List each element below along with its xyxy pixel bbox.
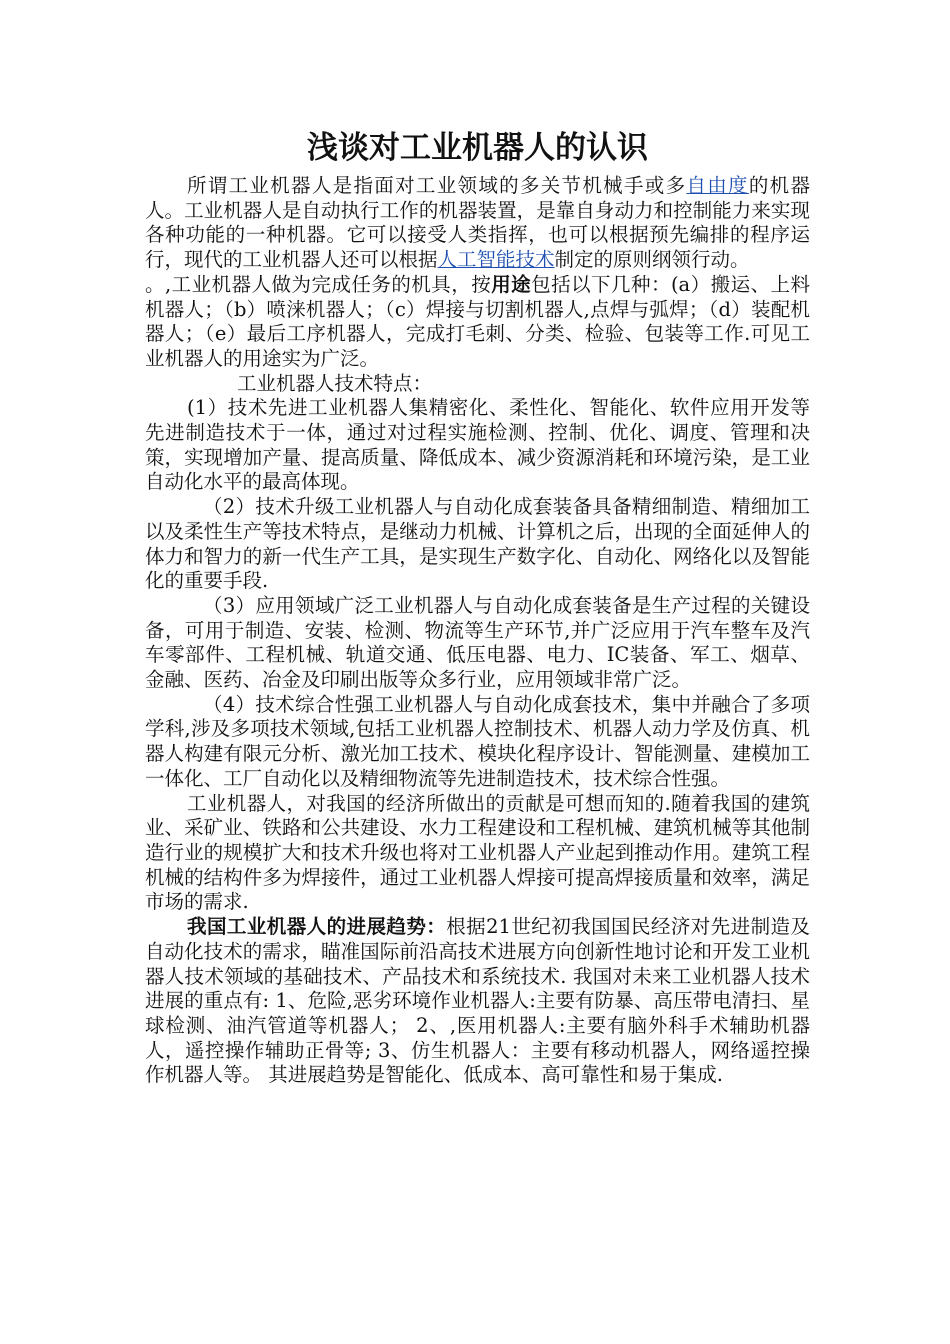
link-freedom-degree[interactable]: 自由度 <box>686 174 749 197</box>
paragraph-text: 制定的原则纲领行动。 <box>554 248 750 272</box>
document-title: 浅谈对工业机器人的认识 <box>307 130 648 166</box>
paragraph-feature-4: （4）技术综合性强工业机器人与自动化成套技术，集中并融合了多项学科,涉及多项技术领域,包括工业机器人控制技术、机器人动力学及仿真、机器人构建有限元分析、激光加工技术、模块化程序设计、智能测量、建模加工一体化、工厂自动化以及精细物流等先进制造技术，技术综合性强。 <box>145 692 810 790</box>
document-page <box>145 128 810 1088</box>
link-ai-technology[interactable]: 人工智能技术 <box>437 248 555 272</box>
paragraph-definition <box>145 174 810 273</box>
paragraph-feature-2: （2）技术升级工业机器人与自动化成套装备具备精细制造、精细加工以及柔性生产等技术特点，是继动力机械、计算机之后，出现的全面延伸人的体力和智力的新一代生产工具，是实现生产数字化、自动化、网络化以及智能化的重要手段. <box>145 495 810 593</box>
paragraph-text: 的机器人。工业机器人是自动执行工作的机器装置，是靠自身动力和控制能力来实现各种功能的一种机器。它可以接受人类指挥，也可以根据预先编排的程序运行，现代的工业机器人还可以根据 <box>145 174 810 272</box>
paragraph-text: 所谓工业机器人是指面对工业领域的多关节机械手或多 <box>187 174 687 197</box>
paragraph-feature-3: （3）应用领域广泛工业机器人与自动化成套装备是生产过程的关键设备，可用于制造、安装、检测、物流等生产环节,并广泛应用于汽车整车及汽车零部件、工程机械、轨道交通、低压电器、电力、IC装备、军工、烟草、金融、医药、冶金及印刷出版等众多行业，应用领域非常广泛。 <box>145 593 810 692</box>
paragraph-uses <box>145 273 810 372</box>
bold-term-uses: 用途 <box>491 272 532 296</box>
paragraph-contribution: 工业机器人，对我国的经济所做出的贡献是可想而知的.随着我国的建筑业、采矿业、铁路和公共建设、水力工程建设和工程机械、建筑机械等其他制造行业的规模扩大和技术升级也将对工业机器人产业起到推动作用。建筑工程机械的结构件多为焊接件，通过工业机器人焊接可提高焊接质量和效率，满足市场的需求. <box>145 791 810 914</box>
paragraph-feature-1: (1）技术先进工业机器人集精密化、柔性化、智能化、软件应用开发等先进制造技术于一体，通过对过程实施检测、控制、优化、调度、管理和决策，实现增加产量、提高质量、降低成本、减少资源消耗和环境污染，是工业自动化水平的最高体现。 <box>145 396 810 494</box>
paragraph-trends <box>145 915 810 1088</box>
bold-heading-trends: 我国工业机器人的进展趋势： <box>187 915 447 939</box>
section-heading-features: 工业机器人技术特点： <box>237 371 433 395</box>
paragraph-text: 根据21世纪初我国国民经济对先进制造及自动化技术的需求，瞄准国际前沿高技术进展方向创新性地讨论和开发工业机器人技术领域的基础技术、产品技术和系统技术. 我国对未来工业机器人技术进展的重点有: 1、危险,恶劣环境作业机器人:主要有防暴、高压带电清扫、星球检测、油汽管道等机器人； 2、,医用机器人:主要有脑外科手术辅助机器人，遥控操作辅助正骨等; 3、仿生机器人：主要有移动机器人，网络遥控操作机器人等。 其进展趋势是智能化、低成本、高可靠性和易于集成. <box>145 915 810 1087</box>
paragraph-text: 。,工业机器人做为完成任务的机具，按 <box>145 272 492 296</box>
paragraph-text: 包括以下几种：(a）搬运、上料机器人；（b）喷涞机器人；（c）焊接与切割机器人,点焊与弧焊；（d）装配机器人；（e）最后工序机器人，完成打毛刺、分类、检验、包装等工作.可见工业机器人的用途实为广泛。 <box>145 272 810 370</box>
